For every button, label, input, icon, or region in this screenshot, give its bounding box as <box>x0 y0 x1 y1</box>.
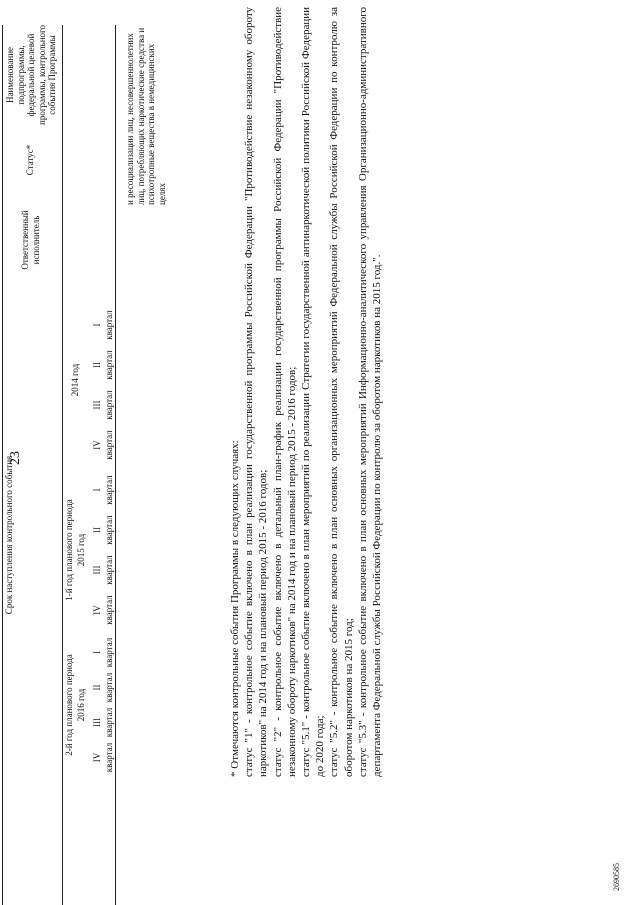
quarter-label: квартал <box>104 742 114 773</box>
q3-2016: III <box>92 718 102 727</box>
footnotes <box>228 7 384 777</box>
document-id: 2690585 <box>612 863 621 891</box>
q3-2014: III <box>92 400 102 410</box>
q2-2014: II <box>92 362 102 368</box>
quarter-label: квартал <box>104 350 114 380</box>
quarter-label: квартал <box>104 672 114 703</box>
quarter-label: квартал <box>104 430 114 460</box>
q2-2015: II <box>92 527 102 533</box>
row-continuation-text: и ресоциализации лиц, несовершеннолетних лиц, потребляющих наркотические средства и психотропные вещества в немедицинских целях <box>125 27 167 205</box>
footnote-intro: * Отмечаются контрольные события Программы в следующих случаях: <box>229 440 241 777</box>
q4-2015: IV <box>92 605 102 615</box>
period1-header: 1-й год планового периода <box>64 499 74 601</box>
footnote-status-5-3: статус "5.3" - контрольное событие включено в план основных мероприятий Информационно-аналитического управления Организационно-административного департамента Федеральной службы Российской Федерации по контролю за оборотом наркотиков на 2015 год.". <box>356 7 384 777</box>
page-number: 23 <box>8 451 23 465</box>
col-name-header: Наименование подпрограммы, федеральной целевой программы, контрольного события Программы <box>5 25 57 125</box>
quarter-label: квартал <box>104 515 114 545</box>
q1-2015: I <box>92 488 102 492</box>
footnote-status-5-2: статус "5.2" - контрольное событие включено в план основных организационных мероприятий Федеральной службы Российской Федерации по контролю за оборотом наркотиков на 2015 год; <box>328 7 355 777</box>
col-responsible-header: Ответственный исполнитель <box>20 210 41 270</box>
quarter-label: квартал <box>104 555 114 585</box>
quarter-label: квартал <box>104 707 114 738</box>
quarter-label: квартал <box>104 390 114 420</box>
footnote-status-1: статус "1" - контрольное событие включено в план реализации государственной программы Российской Федерации "Противодействие незаконному обороту наркотиков" на 2014 год и на плановый период 2015 - 2016 годов; <box>243 7 270 777</box>
footnote-status-2: статус "2" - контрольное событие включено в детальный план-график реализации государственной программы Российской Федерации "Противодействие незаконному обороту наркотиков" на 2014 год и на плановый период 2015 - 2016 годов; <box>271 7 298 777</box>
q4-2014: IV <box>92 440 102 450</box>
quarter-label: квартал <box>104 637 114 668</box>
quarter-label: квартал <box>104 475 114 505</box>
year-2015-header: 2015 год <box>76 533 86 567</box>
col-deadline-header: Срок наступления контрольного события <box>4 455 14 615</box>
header-row-line-3 <box>115 25 116 905</box>
q4-2016: IV <box>92 752 102 763</box>
quarter-label: квартал <box>104 595 114 625</box>
q1-2014: I <box>92 323 102 327</box>
footnote-status-5-1: статус "5.1" - контрольное событие включено в план мероприятий по реализации Стратегии государственной антинаркотической политики Российской Федерации до 2020 года; <box>300 7 327 777</box>
year-2016-header: 2016 год <box>76 688 86 722</box>
q3-2015: III <box>92 565 102 575</box>
quarter-label: квартал <box>104 310 114 340</box>
period2-header: 2-й год планового периода <box>64 654 74 756</box>
col-status-header: Статус* <box>25 144 35 176</box>
header-row-line-2 <box>62 25 63 905</box>
q2-2016: II <box>92 684 102 691</box>
header-row-line-1 <box>2 25 3 905</box>
q1-2016: I <box>92 651 102 654</box>
year-2014-header: 2014 год <box>70 363 80 397</box>
